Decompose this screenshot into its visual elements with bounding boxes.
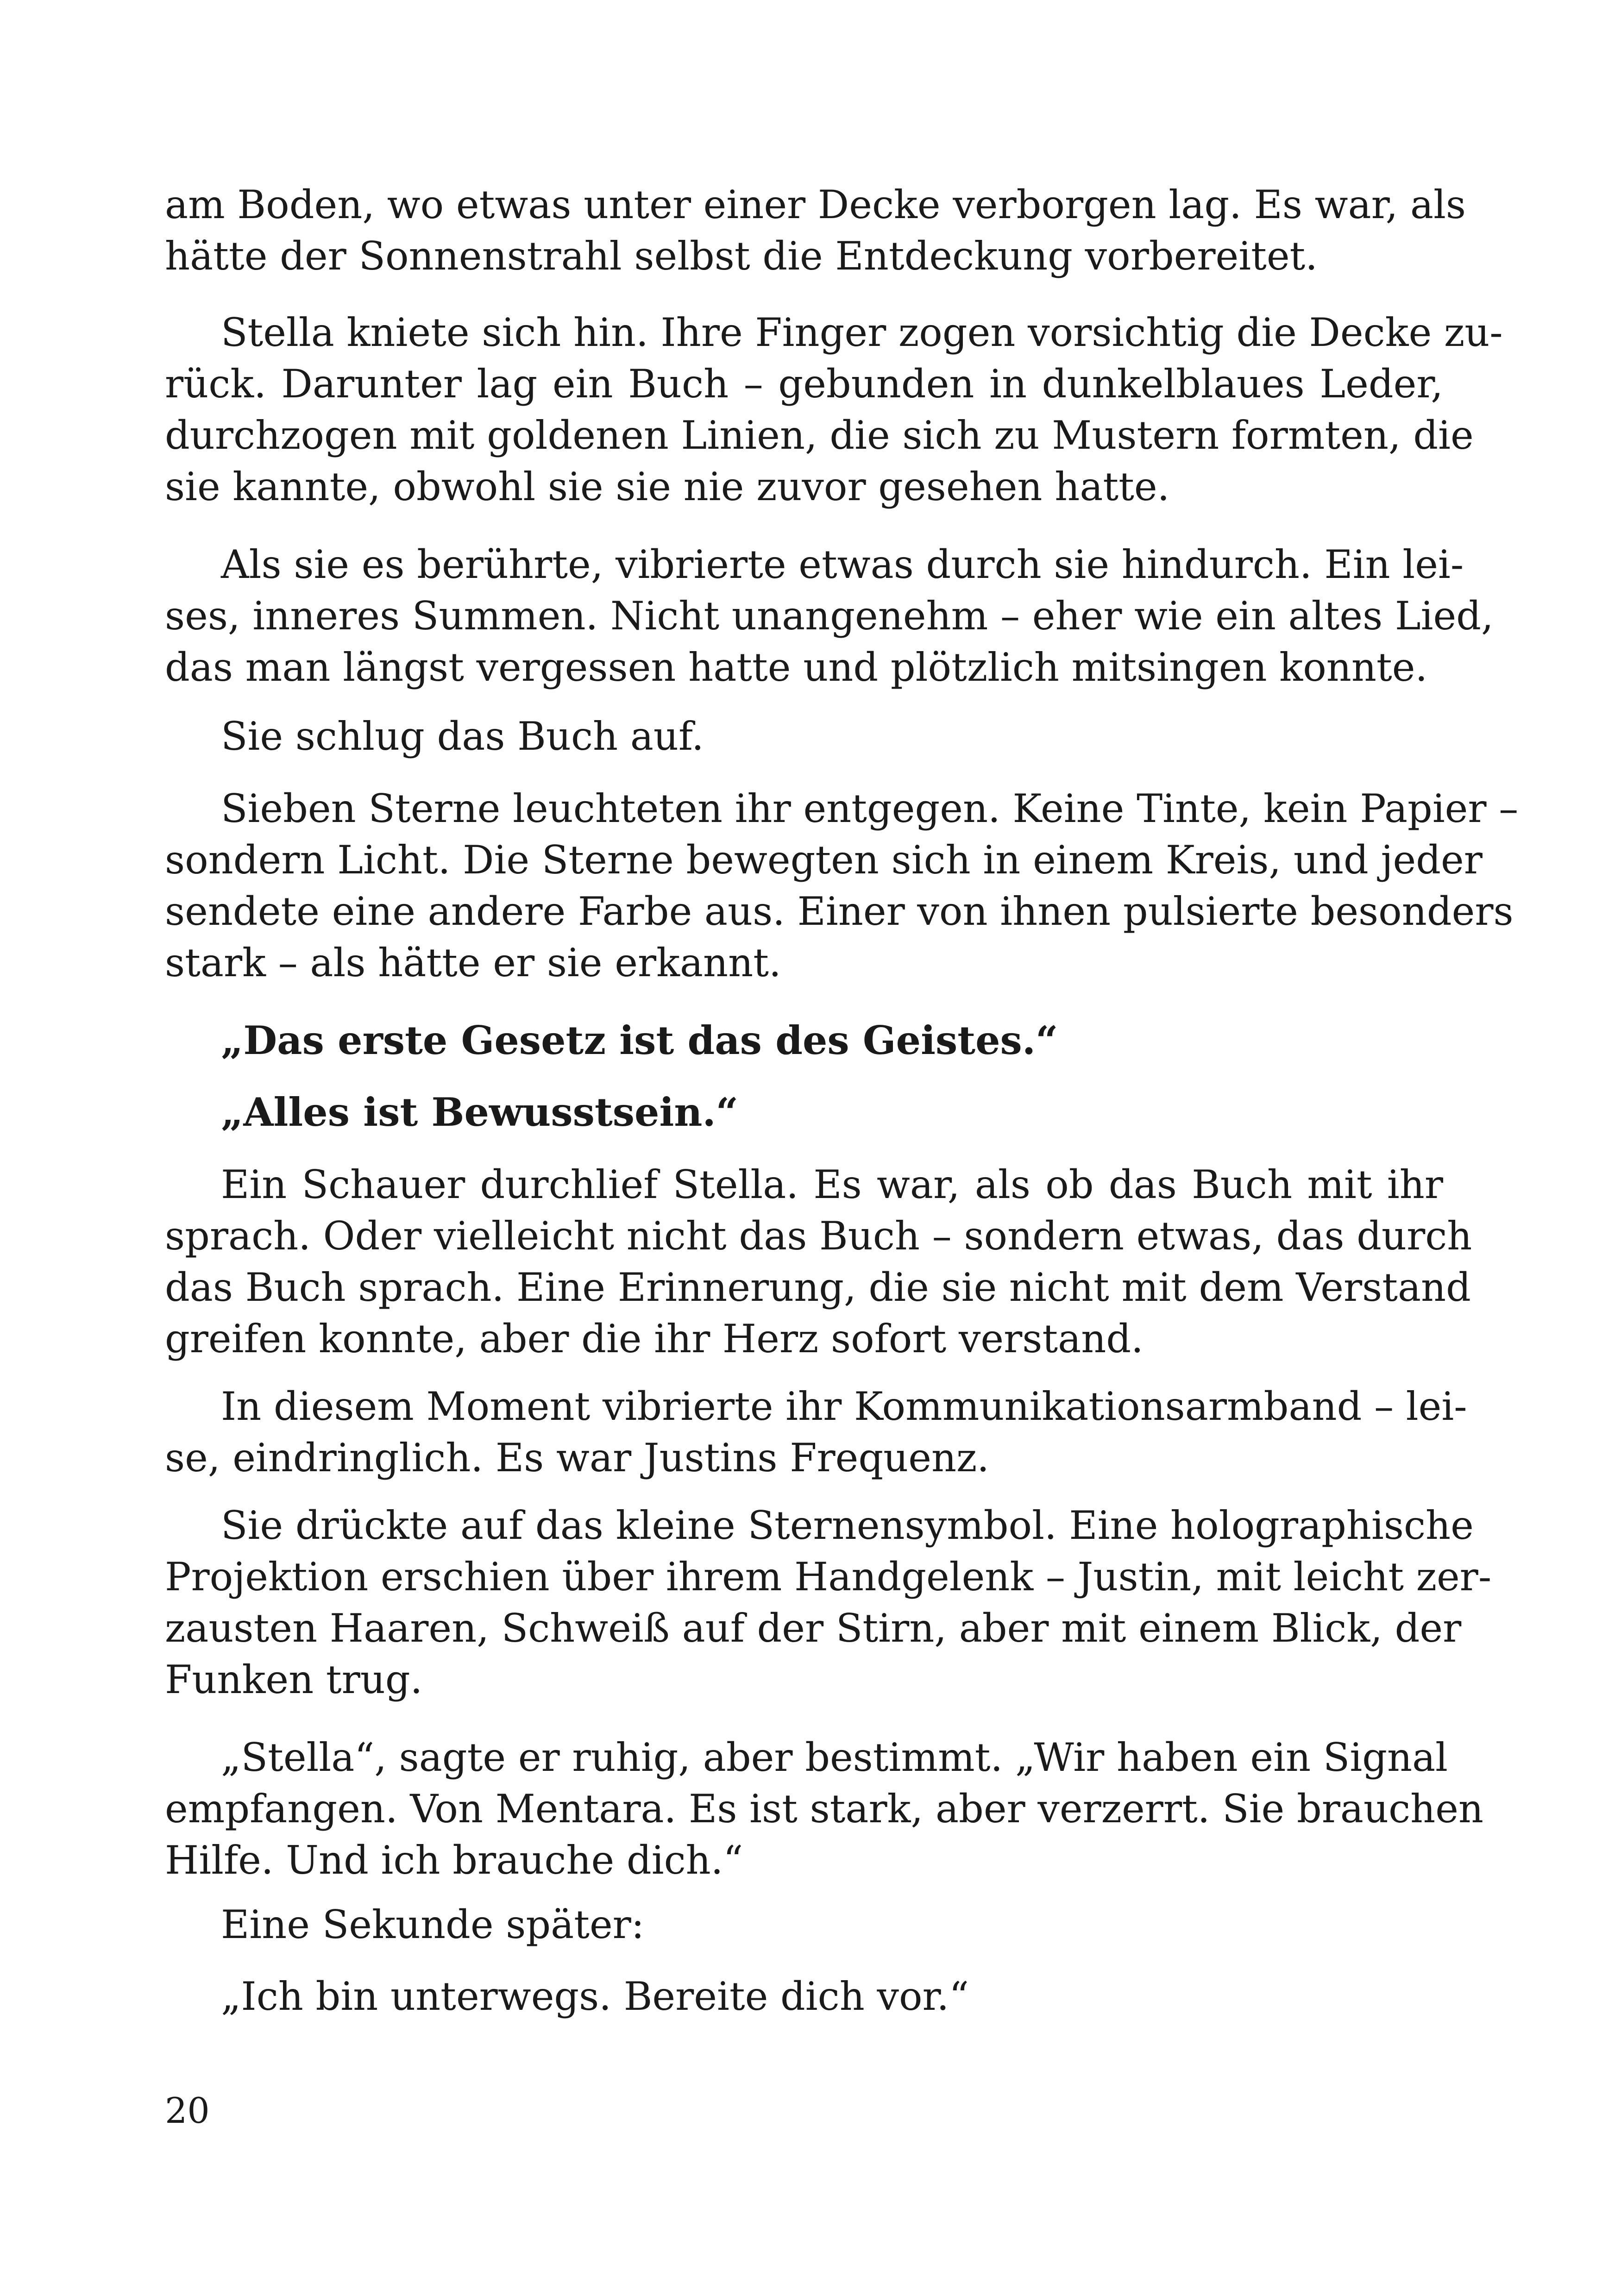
text-line: das man längst vergessen hatte und plötzlich mitsingen konnte.: [165, 645, 1428, 690]
text-line: „Das erste Gesetz ist das des Geistes.“: [221, 1017, 1058, 1063]
text-line: Projektion erschien über ihrem Handgelenk – Justin, mit leicht zer-: [165, 1554, 1492, 1600]
text-line: am Boden, wo etwas unter einer Decke verborgen lag. Es war, als: [165, 182, 1466, 227]
text-line: In diesem Moment vibrierte ihr Kommunikationsarmband – lei-: [221, 1384, 1467, 1429]
text-line: Sieben Sterne leuchteten ihr entgegen. Keine Tinte, kein Papier –: [221, 786, 1519, 831]
text-line: „Ich bin unterwegs. Bereite dich vor.“: [221, 1974, 969, 2019]
text-line: sie kannte, obwohl sie sie nie zuvor gesehen hatte.: [165, 464, 1170, 509]
text-line: Sie drückte auf das kleine Sternensymbol. Eine holographische: [221, 1503, 1474, 1548]
text-line: rück. Darunter lag ein Buch – gebunden in dunkelblaues Leder,: [165, 361, 1443, 407]
text-line: se, eindringlich. Es war Justins Frequenz.: [165, 1435, 989, 1480]
text-line: Hilfe. Und ich brauche dich.“: [165, 1838, 743, 1883]
text-line: sendete eine andere Farbe aus. Einer von ihnen pulsierte besonders: [165, 889, 1514, 934]
text-line: sprach. Oder vielleicht nicht das Buch – sondern etwas, das durch: [165, 1213, 1472, 1259]
text-line: ses, inneres Summen. Nicht unangenehm – eher wie ein altes Lied,: [165, 593, 1494, 639]
text-line: durchzogen mit goldenen Linien, die sich zu Mustern formten, die: [165, 413, 1474, 458]
text-line: Ein Schauer durchlief Stella. Es war, als ob das Buch mit ihr: [221, 1162, 1443, 1207]
text-line: hätte der Sonnenstrahl selbst die Entdeckung vorbereitet.: [165, 233, 1318, 279]
text-line: greifen konnte, aber die ihr Herz sofort verstand.: [165, 1316, 1143, 1361]
text-line: Eine Sekunde später:: [221, 1902, 645, 1947]
text-line: Funken trug.: [165, 1657, 423, 1702]
text-line: Stella kniete sich hin. Ihre Finger zogen vorsichtig die Decke zu-: [221, 310, 1503, 355]
text-line: Sie schlug das Buch auf.: [221, 714, 704, 759]
text-line: „Alles ist Bewusstsein.“: [221, 1089, 739, 1135]
text-line: zausten Haaren, Schweiß auf der Stirn, aber mit einem Blick, der: [165, 1606, 1462, 1651]
text-line: „Stella“, sagte er ruhig, aber bestimmt. „Wir haben ein Signal: [221, 1735, 1448, 1780]
text-line: das Buch sprach. Eine Erinnerung, die sie nicht mit dem Verstand: [165, 1265, 1471, 1310]
text-line: empfangen. Von Mentara. Es ist stark, aber verzerrt. Sie brauchen: [165, 1786, 1484, 1832]
text-line: stark – als hätte er sie erkannt.: [165, 940, 781, 985]
text-line: sondern Licht. Die Sterne bewegten sich in einem Kreis, und jeder: [165, 837, 1483, 883]
text-line: Als sie es berührte, vibrierte etwas durch sie hindurch. Ein lei-: [221, 542, 1464, 587]
page-number: 20: [165, 2090, 210, 2131]
